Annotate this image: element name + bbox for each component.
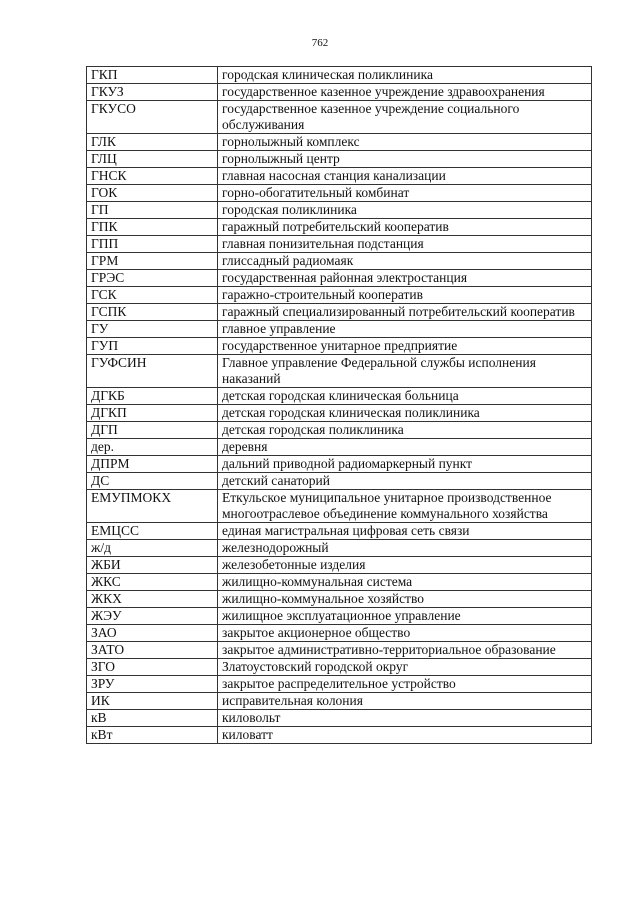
abbreviation-cell: дер. <box>87 439 218 456</box>
abbreviation-cell: ГЛЦ <box>87 151 218 168</box>
meaning-cell: горнолыжный центр <box>218 151 592 168</box>
table-row <box>87 608 592 625</box>
table-row <box>87 439 592 456</box>
page-number: 762 <box>311 37 329 49</box>
abbreviation-cell: ЖКС <box>87 574 218 591</box>
abbreviation-cell: ЗАТО <box>87 642 218 659</box>
meaning-cell: жилищно-коммунальное хозяйство <box>218 591 592 608</box>
table-row <box>87 540 592 557</box>
abbreviation-cell: ГРЭС <box>87 270 218 287</box>
abbreviation-cell: ДГП <box>87 422 218 439</box>
abbreviation-cell: ЖБИ <box>87 557 218 574</box>
table-row <box>87 236 592 253</box>
abbreviation-cell: ГУП <box>87 338 218 355</box>
table-row <box>87 355 592 388</box>
abbreviation-cell: ЖКХ <box>87 591 218 608</box>
abbreviation-cell: ГРМ <box>87 253 218 270</box>
abbreviation-cell: ЕМЦСС <box>87 523 218 540</box>
table-row <box>87 151 592 168</box>
meaning-cell: киловольт <box>218 710 592 727</box>
abbreviation-cell: ГСПК <box>87 304 218 321</box>
meaning-cell: железобетонные изделия <box>218 557 592 574</box>
meaning-cell: государственное унитарное предприятие <box>218 338 592 355</box>
abbreviation-cell: кВ <box>87 710 218 727</box>
table-row <box>87 625 592 642</box>
abbreviation-cell: ГНСК <box>87 168 218 185</box>
abbreviation-cell: ЗГО <box>87 659 218 676</box>
table-row <box>87 490 592 523</box>
table-row <box>87 727 592 744</box>
meaning-cell: государственная районная электростанция <box>218 270 592 287</box>
abbreviation-cell: ДС <box>87 473 218 490</box>
meaning-cell: горнолыжный комплекс <box>218 134 592 151</box>
table-row <box>87 405 592 422</box>
meaning-cell: глиссадный радиомаяк <box>218 253 592 270</box>
table-row <box>87 659 592 676</box>
table-row <box>87 304 592 321</box>
abbreviations-table <box>86 66 592 744</box>
abbreviation-cell: ЗАО <box>87 625 218 642</box>
abbreviation-cell: ж/д <box>87 540 218 557</box>
abbreviation-cell: ДГКБ <box>87 388 218 405</box>
table-row <box>87 202 592 219</box>
table-row <box>87 338 592 355</box>
meaning-cell: Златоустовский городской округ <box>218 659 592 676</box>
abbreviation-cell: ГКУСО <box>87 101 218 134</box>
abbreviation-cell: ЖЭУ <box>87 608 218 625</box>
meaning-cell: городская поликлиника <box>218 202 592 219</box>
meaning-cell: Еткульское муниципальное унитарное производственное многоотраслевое объединение коммунального хозяйства <box>218 490 592 523</box>
table-row <box>87 270 592 287</box>
table-row <box>87 523 592 540</box>
table-row <box>87 185 592 202</box>
meaning-cell: жилищное эксплуатационное управление <box>218 608 592 625</box>
meaning-cell: главное управление <box>218 321 592 338</box>
meaning-cell: гаражный потребительский кооператив <box>218 219 592 236</box>
meaning-cell: государственное казенное учреждение социального обслуживания <box>218 101 592 134</box>
abbreviation-cell: ДГКП <box>87 405 218 422</box>
meaning-cell: железнодорожный <box>218 540 592 557</box>
table-row <box>87 676 592 693</box>
meaning-cell: жилищно-коммунальная система <box>218 574 592 591</box>
meaning-cell: Главное управление Федеральной службы исполнения наказаний <box>218 355 592 388</box>
table-row <box>87 422 592 439</box>
meaning-cell: единая магистральная цифровая сеть связи <box>218 523 592 540</box>
meaning-cell: закрытое акционерное общество <box>218 625 592 642</box>
abbreviation-cell: ГУФСИН <box>87 355 218 388</box>
table-row <box>87 219 592 236</box>
meaning-cell: детская городская поликлиника <box>218 422 592 439</box>
abbreviation-cell: ГОК <box>87 185 218 202</box>
table-row <box>87 67 592 84</box>
table-row <box>87 642 592 659</box>
abbreviation-cell: ГПП <box>87 236 218 253</box>
abbreviation-cell: ЕМУПМОКХ <box>87 490 218 523</box>
table-row <box>87 456 592 473</box>
abbreviation-cell: ДПРМ <box>87 456 218 473</box>
table-row <box>87 101 592 134</box>
meaning-cell: деревня <box>218 439 592 456</box>
table-row <box>87 168 592 185</box>
table-row <box>87 591 592 608</box>
table-row <box>87 287 592 304</box>
abbreviation-cell: ГПК <box>87 219 218 236</box>
abbreviations-table-body <box>87 67 592 744</box>
meaning-cell: детский санаторий <box>218 473 592 490</box>
abbreviation-cell: ГКУЗ <box>87 84 218 101</box>
meaning-cell: детская городская клиническая больница <box>218 388 592 405</box>
table-row <box>87 557 592 574</box>
meaning-cell: горно-обогатительный комбинат <box>218 185 592 202</box>
meaning-cell: государственное казенное учреждение здравоохранения <box>218 84 592 101</box>
meaning-cell: закрытое административно-территориальное образование <box>218 642 592 659</box>
meaning-cell: гаражный специализированный потребительский кооператив <box>218 304 592 321</box>
meaning-cell: городская клиническая поликлиника <box>218 67 592 84</box>
abbreviation-cell: ГЛК <box>87 134 218 151</box>
meaning-cell: киловатт <box>218 727 592 744</box>
abbreviation-cell: ИК <box>87 693 218 710</box>
abbreviation-cell: ЗРУ <box>87 676 218 693</box>
table-row <box>87 710 592 727</box>
meaning-cell: гаражно-строительный кооператив <box>218 287 592 304</box>
meaning-cell: закрытое распределительное устройство <box>218 676 592 693</box>
table-row <box>87 84 592 101</box>
meaning-cell: исправительная колония <box>218 693 592 710</box>
abbreviation-cell: кВт <box>87 727 218 744</box>
meaning-cell: детская городская клиническая поликлиника <box>218 405 592 422</box>
abbreviation-cell: ГКП <box>87 67 218 84</box>
table-row <box>87 253 592 270</box>
abbreviation-cell: ГП <box>87 202 218 219</box>
table-row <box>87 134 592 151</box>
abbreviation-cell: ГУ <box>87 321 218 338</box>
meaning-cell: дальний приводной радиомаркерный пункт <box>218 456 592 473</box>
meaning-cell: главная насосная станция канализации <box>218 168 592 185</box>
table-row <box>87 693 592 710</box>
table-row <box>87 321 592 338</box>
meaning-cell: главная понизительная подстанция <box>218 236 592 253</box>
table-row <box>87 473 592 490</box>
abbreviation-cell: ГСК <box>87 287 218 304</box>
table-row <box>87 388 592 405</box>
table-row <box>87 574 592 591</box>
